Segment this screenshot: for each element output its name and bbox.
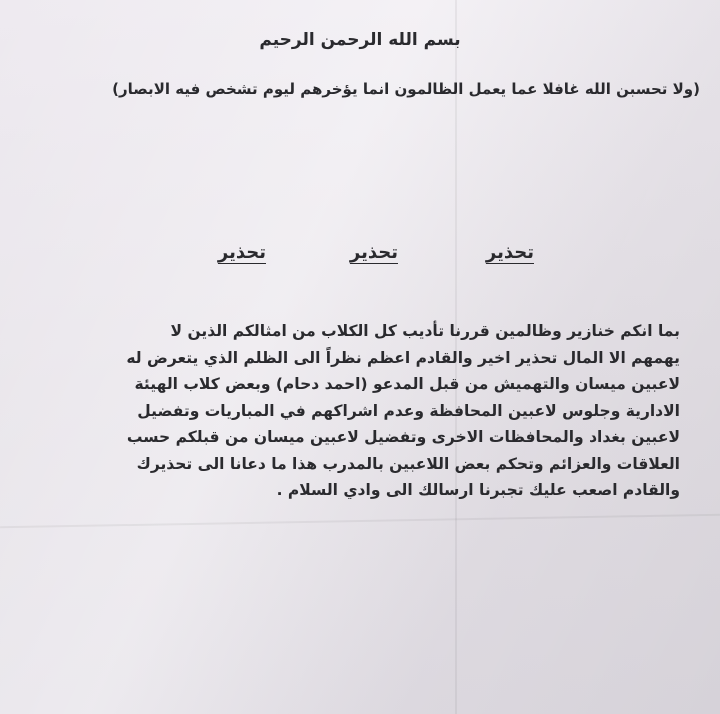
body-line-5: لاعبين بغداد والمحافظات الاخرى وتفضيل لاعبين ميسان من قبلكم حسب bbox=[126, 428, 680, 446]
warning-title-3: تحذير bbox=[217, 242, 266, 263]
body-line-3: لاعبين ميسان والتهميش من قبل المدعو (احمد دحام) وبعض كلاب الهيئة bbox=[134, 375, 680, 393]
body-line-7: والقادم اصعب عليك تجبرنا ارسالك الى وادي السلام . bbox=[276, 481, 680, 499]
body-line-4: الادارية وجلوس لاعبين المحافظة وعدم اشراكهم في المباريات وتفضيل bbox=[137, 401, 680, 420]
body-line-1: بما انكم خنازير وظالمين قررنا تأديب كل الكلاب من امثالكم الذين لا bbox=[170, 322, 680, 340]
basmala-heading: بسم الله الرحمن الرحيم bbox=[259, 30, 461, 50]
quran-verse: (ولا تحسبن الله غافلا عما يعمل الظالمون انما يؤخرهم ليوم تشخص فيه الابصار) bbox=[112, 80, 700, 98]
paper-fold-horizontal bbox=[0, 514, 720, 529]
body-line-6: العلاقات والعزائم وتحكم بعض اللاعبين بالمدرب هذا ما دعانا الى تحذيرك bbox=[136, 454, 680, 473]
letter-body bbox=[40, 318, 680, 504]
warning-title-1: تحذير bbox=[485, 242, 534, 263]
warning-title-2: تحذير bbox=[349, 242, 398, 263]
body-line-2: يهمهم الا المال تحذير اخير والقادم اعظم نظراً الى الظلم الذي يتعرض له bbox=[126, 348, 680, 367]
